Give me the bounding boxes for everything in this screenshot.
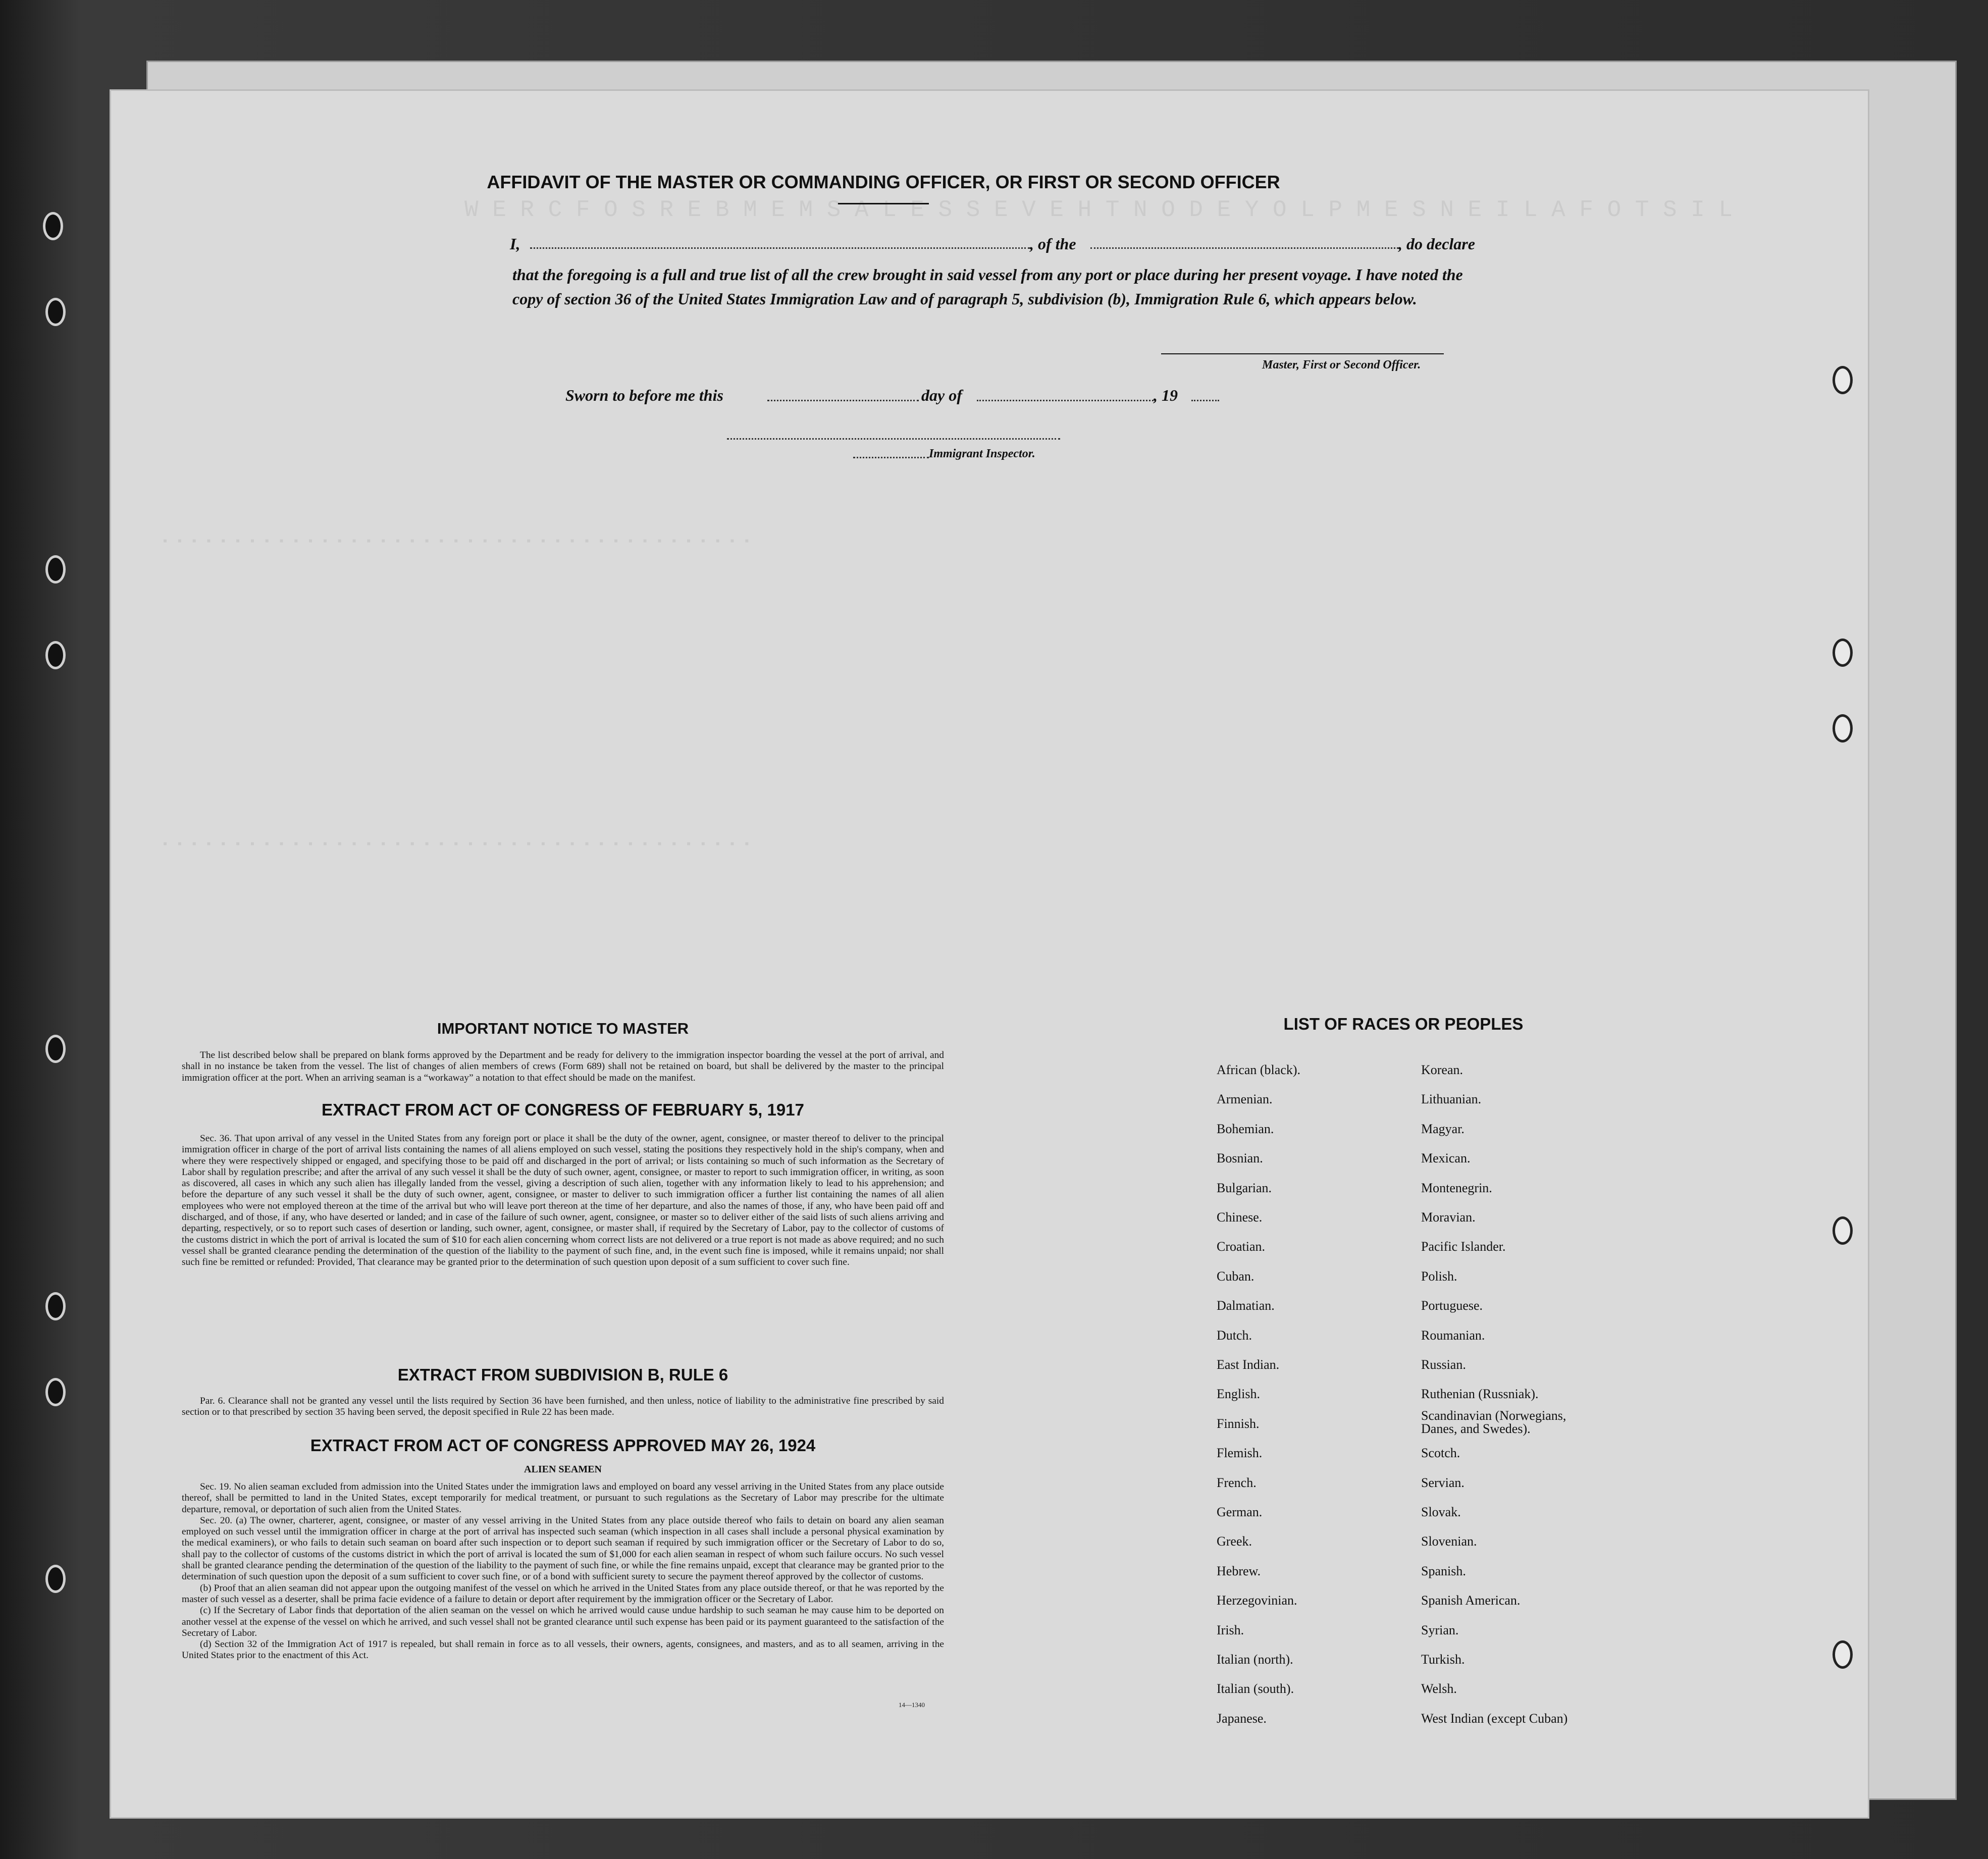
race-left-3: Bosnian. <box>1217 1151 1263 1166</box>
race-left-19: Irish. <box>1217 1622 1244 1637</box>
master-signature-line[interactable] <box>1161 353 1444 354</box>
race-left-15: German. <box>1217 1505 1263 1519</box>
race-right-18: Spanish American. <box>1421 1593 1521 1608</box>
affidavit-declare: , do declare <box>1398 235 1475 253</box>
sworn-day-line[interactable] <box>767 400 919 401</box>
form-page <box>111 91 1868 1817</box>
race-left-8: Dalmatian. <box>1217 1298 1275 1313</box>
race-right-3: Mexican. <box>1421 1151 1471 1166</box>
race-right-15: Slovak. <box>1421 1505 1461 1519</box>
race-right-21: Welsh. <box>1421 1681 1457 1696</box>
sec-20a-text: Sec. 20. (a) The owner, charterer, agent, consignee, or master of any vessel arriving in the United States from any place outside thereof who fails to detain on board any alien seaman employed on such vessel until the immigration officer in charge at the port of arrival has inspected such seaman (which inspection in all cases shall include a personal physical examination by the medical examiners), or who fails to detain such seaman on board after such inspection or to deport such seaman if required by such immigration officer or the Secretary of Labor to do so, shall pay to the collector of customs of the customs district in which the port of arrival is located the sum of $1,000 for each alien seaman in respect of whom such failure occurs. No such vessel shall be granted clearance pending the determination of the question of the liability to the payment of such fine, or while the fine remains unpaid, except that clearance may be granted prior to the determination of such question upon the deposit of a sum sufficient to cover such fine, or of a bond with sufficient surety to secure the payment thereof approved by the collector of customs. <box>182 1515 944 1582</box>
race-left-11: English. <box>1217 1387 1260 1402</box>
race-right-8: Portuguese. <box>1421 1298 1483 1313</box>
form-number: 14—1340 <box>899 1701 925 1709</box>
race-right-2: Magyar. <box>1421 1121 1464 1136</box>
race-left-10: East Indian. <box>1217 1357 1280 1372</box>
race-left-13: Flemish. <box>1217 1446 1263 1461</box>
master-label: Master, First or Second Officer. <box>1262 358 1421 371</box>
punch-hole-icon <box>45 1035 66 1063</box>
race-right-14: Servian. <box>1421 1475 1464 1490</box>
race-right-6: Pacific Islander. <box>1421 1239 1506 1254</box>
race-right-19: Syrian. <box>1421 1622 1459 1637</box>
punch-hole-icon <box>45 298 66 326</box>
race-right-11: Ruthenian (Russniak). <box>1421 1387 1539 1402</box>
section-36-text: Sec. 36. That upon arrival of any vessel in the United States from any foreign port or place it shall be the duty of the owner, agent, consignee, or master thereof to deliver to the principal immigration officer in charge of the port of arrival lists containing the names of all aliens employed on such vessel, stating the positions they respectively hold in the ship's company, when and where they were respectively shipped or engaged, and specifying those to be paid off and discharged in the port of arrival; or lists containing so much of such information as the Secretary of Labor shall by regulation prescribe; and after the arrival of any such vessel it shall be the duty of such owner, agent, consignee, or master to report to such immigration officer, in writing, as soon as discovered, all cases in which any such alien has illegally landed from the vessel, giving a description of such alien, together with any information likely to lead to his apprehension; and before the departure of any such vessel it shall be the duty of such owner, agent, consignee, or master to deliver to such immigration officer a further list containing the names of all alien employees who were not employed thereon at the time of the arrival but who will leave port thereon at the time of her departure, and also the names of those, if any, who have been paid off and discharged, and of those, if any, who have deserted or landed; and in case of the failure of such owner, agent, consignee, or master so to deliver either of the said lists of such aliens arriving and departing, respectively, or so to report such cases of desertion or landing, such owner, agent, consignee, or master shall, if required by the Secretary of Labor, pay to the collector of customs of the customs district in which the port of arrival is located the sum of $10 for each alien concerning whom correct lists are not delivered or a true report is not made as above required; and no such vessel shall be granted clearance pending the determination of the question of the liability to the payment of such fine, and, in the event such fine is imposed, while it remains unpaid; nor shall such fine be remitted or refunded: Provided, That clearance may be granted prior to the determination of such question upon deposit of a sum sufficient to cover such fine. <box>182 1133 944 1268</box>
affidavit-body: that the foregoing is a full and true list of all the crew brought in said vessel from any port or place during her present voyage. I have noted the copy of section 36 of the United States Immigration Law and of paragraph 5, subdivision (b), Immigration Rule 6, which appears below. <box>512 265 1463 308</box>
race-right-7: Polish. <box>1421 1268 1457 1284</box>
punch-hole-icon <box>1833 714 1853 742</box>
inspector-line-short <box>853 457 929 458</box>
sworn-year-line[interactable] <box>1191 400 1219 401</box>
rule6-title: EXTRACT FROM SUBDIVISION B, RULE 6 <box>397 1365 728 1384</box>
bleed-through: ▪ ▪ ▪ ▪ ▪ ▪ ▪ ▪ ▪ ▪ ▪ ▪ ▪ ▪ ▪ ▪ ▪ ▪ ▪ ▪ ▪ ▪ ▪ ▪ ▪ ▪ ▪ ▪ ▪ ▪ ▪ ▪ ▪ ▪ ▪ ▪ ▪ ▪ ▪ ▪ ▪ <box>162 838 751 852</box>
notice-title: IMPORTANT NOTICE TO MASTER <box>437 1020 689 1037</box>
race-left-16: Greek. <box>1217 1534 1252 1549</box>
vessel-name-line[interactable] <box>1090 247 1398 249</box>
sworn-text: Sworn to before me this <box>565 386 723 404</box>
sec-20d-text: (d) Section 32 of the Immigration Act of 1917 is repealed, but shall remain in force as to all vessels, their owners, agents, consignees, and masters, and as to all seamen, arriving in the United States prior to the enactment of this Act. <box>182 1639 944 1661</box>
race-left-4: Bulgarian. <box>1217 1180 1272 1195</box>
race-right-1: Lithuanian. <box>1421 1092 1482 1107</box>
punch-hole-icon <box>43 212 63 240</box>
punch-hole-icon <box>1833 366 1853 394</box>
race-left-18: Herzegovinian. <box>1217 1593 1297 1608</box>
race-left-7: Cuban. <box>1217 1268 1254 1284</box>
inspector-label: Immigrant Inspector. <box>929 447 1035 460</box>
race-left-17: Hebrew. <box>1217 1563 1261 1578</box>
title-underline <box>838 203 929 204</box>
race-right-13: Scotch. <box>1421 1446 1460 1461</box>
punch-hole-icon <box>45 641 66 669</box>
race-left-5: Chinese. <box>1217 1210 1263 1225</box>
race-left-6: Croatian. <box>1217 1239 1266 1254</box>
race-left-12: Finnish. <box>1217 1416 1260 1431</box>
rule6-body <box>182 1396 944 1418</box>
bleed-through: ▪ ▪ ▪ ▪ ▪ ▪ ▪ ▪ ▪ ▪ ▪ ▪ ▪ ▪ ▪ ▪ ▪ ▪ ▪ ▪ ▪ ▪ ▪ ▪ ▪ ▪ ▪ ▪ ▪ ▪ ▪ ▪ ▪ ▪ ▪ ▪ ▪ ▪ ▪ ▪ ▪ <box>162 535 751 549</box>
race-right-20: Turkish. <box>1421 1652 1465 1667</box>
race-left-2: Bohemian. <box>1217 1121 1274 1136</box>
sec-20b-text: (b) Proof that an alien seaman did not appear upon the outgoing manifest of the vessel on which he arrived in the United States from any place outside thereof, or that he was reported by the master of such vessel as a deserter, shall be prima facie evidence of a failure to detain or deport after requirement by the immigration officer or the Secretary of Labor. <box>182 1582 944 1605</box>
notice-body <box>182 1050 944 1084</box>
race-right-12: Scandinavian (Norwegians, Danes, and Swedes). <box>1421 1408 1566 1436</box>
sec-19-text: Sec. 19. No alien seaman excluded from admission into the United States under the immigration laws and employed on board any vessel arriving in the United States from any place outside thereof, shall be permitted to land in the United States, except temporarily for medical treatment, or pursuant to such regulations as the Secretary of Labor may prescribe for the ultimate departure, removal, or deportation of such alien from the United States. <box>182 1481 944 1515</box>
par-6-text: Par. 6. Clearance shall not be granted any vessel until the lists required by Section 36 have been furnished, and then unless, notice of liability to the administrative fine prescribed by said section or to that prescribed by section 35 having been served, the deposit specified in Rule 22 has been made. <box>182 1396 944 1418</box>
extract-1917-body <box>182 1133 944 1268</box>
year-text: , 19 <box>1154 386 1178 404</box>
notice-text: The list described below shall be prepared on blank forms approved by the Department and be ready for delivery to the immigration inspector boarding the vessel at the port of arrival, and shall in no instance be taken from the vessel. The list of changes of alien members of crews (Form 689) shall not be retained on board, but shall be delivered by the master to the principal immigration officer at the port. When an arriving seaman is a “workaway” a notation to that effect should be made on the manifest. <box>182 1050 944 1083</box>
punch-hole-icon <box>45 1292 66 1320</box>
punch-hole-icon <box>1833 1216 1853 1245</box>
affidavit-of-the: , of the <box>1030 235 1076 253</box>
race-right-10: Russian. <box>1421 1357 1466 1372</box>
punch-hole-icon <box>45 1378 66 1406</box>
race-right-17: Spanish. <box>1421 1563 1466 1578</box>
race-left-20: Italian (north). <box>1217 1652 1293 1667</box>
extract-1924-body <box>182 1481 944 1662</box>
race-left-9: Dutch. <box>1217 1327 1252 1343</box>
race-left-0: African (black). <box>1217 1063 1301 1077</box>
race-left-21: Italian (south). <box>1217 1681 1294 1696</box>
affidavit-i: I, <box>510 235 520 253</box>
punch-hole-icon <box>1833 1640 1853 1669</box>
punch-hole-icon <box>1833 639 1853 667</box>
punch-hole-icon <box>45 555 66 583</box>
extract-1917-title: EXTRACT FROM ACT OF CONGRESS OF FEBRUARY 5, 1917 <box>322 1100 804 1119</box>
bleed-through: W E R C F O S R E B M E M S A L E S S E V E H T N O D E Y O L P M E S N E I L A F O T S I L <box>464 197 1733 223</box>
inspector-signature-line[interactable] <box>727 438 1060 440</box>
race-right-16: Slovenian. <box>1421 1534 1477 1549</box>
sec-20c-text: (c) If the Secretary of Labor finds that deportation of the alien seaman on the vessel on which he arrived would cause undue hardship to such seaman he may cause him to be deported on another vessel at the expense of the vessel on which he arrived, and such vessel shall not be granted clearance until such expense has been paid or its payment guaranteed to the satisfaction of the Secretary of Labor. <box>182 1605 944 1638</box>
sworn-month-line[interactable] <box>977 400 1154 401</box>
race-left-22: Japanese. <box>1217 1711 1267 1726</box>
officer-name-line[interactable] <box>530 247 1030 249</box>
day-of-text: day of <box>921 386 962 404</box>
races-title: LIST OF RACES OR PEOPLES <box>1283 1015 1524 1033</box>
race-left-14: French. <box>1217 1475 1257 1490</box>
alien-seamen-subtitle: ALIEN SEAMEN <box>524 1464 602 1475</box>
affidavit-title: AFFIDAVIT OF THE MASTER OR COMMANDING OFFICER, OR FIRST OR SECOND OFFICER <box>487 172 1280 192</box>
extract-1924-title: EXTRACT FROM ACT OF CONGRESS APPROVED MAY 26, 1924 <box>310 1436 816 1455</box>
race-right-22: West Indian (except Cuban) <box>1421 1711 1568 1726</box>
race-right-9: Roumanian. <box>1421 1327 1485 1343</box>
race-right-5: Moravian. <box>1421 1210 1476 1225</box>
punch-hole-icon <box>45 1565 66 1593</box>
race-right-4: Montenegrin. <box>1421 1180 1492 1195</box>
race-left-1: Armenian. <box>1217 1092 1273 1107</box>
race-right-0: Korean. <box>1421 1063 1463 1077</box>
